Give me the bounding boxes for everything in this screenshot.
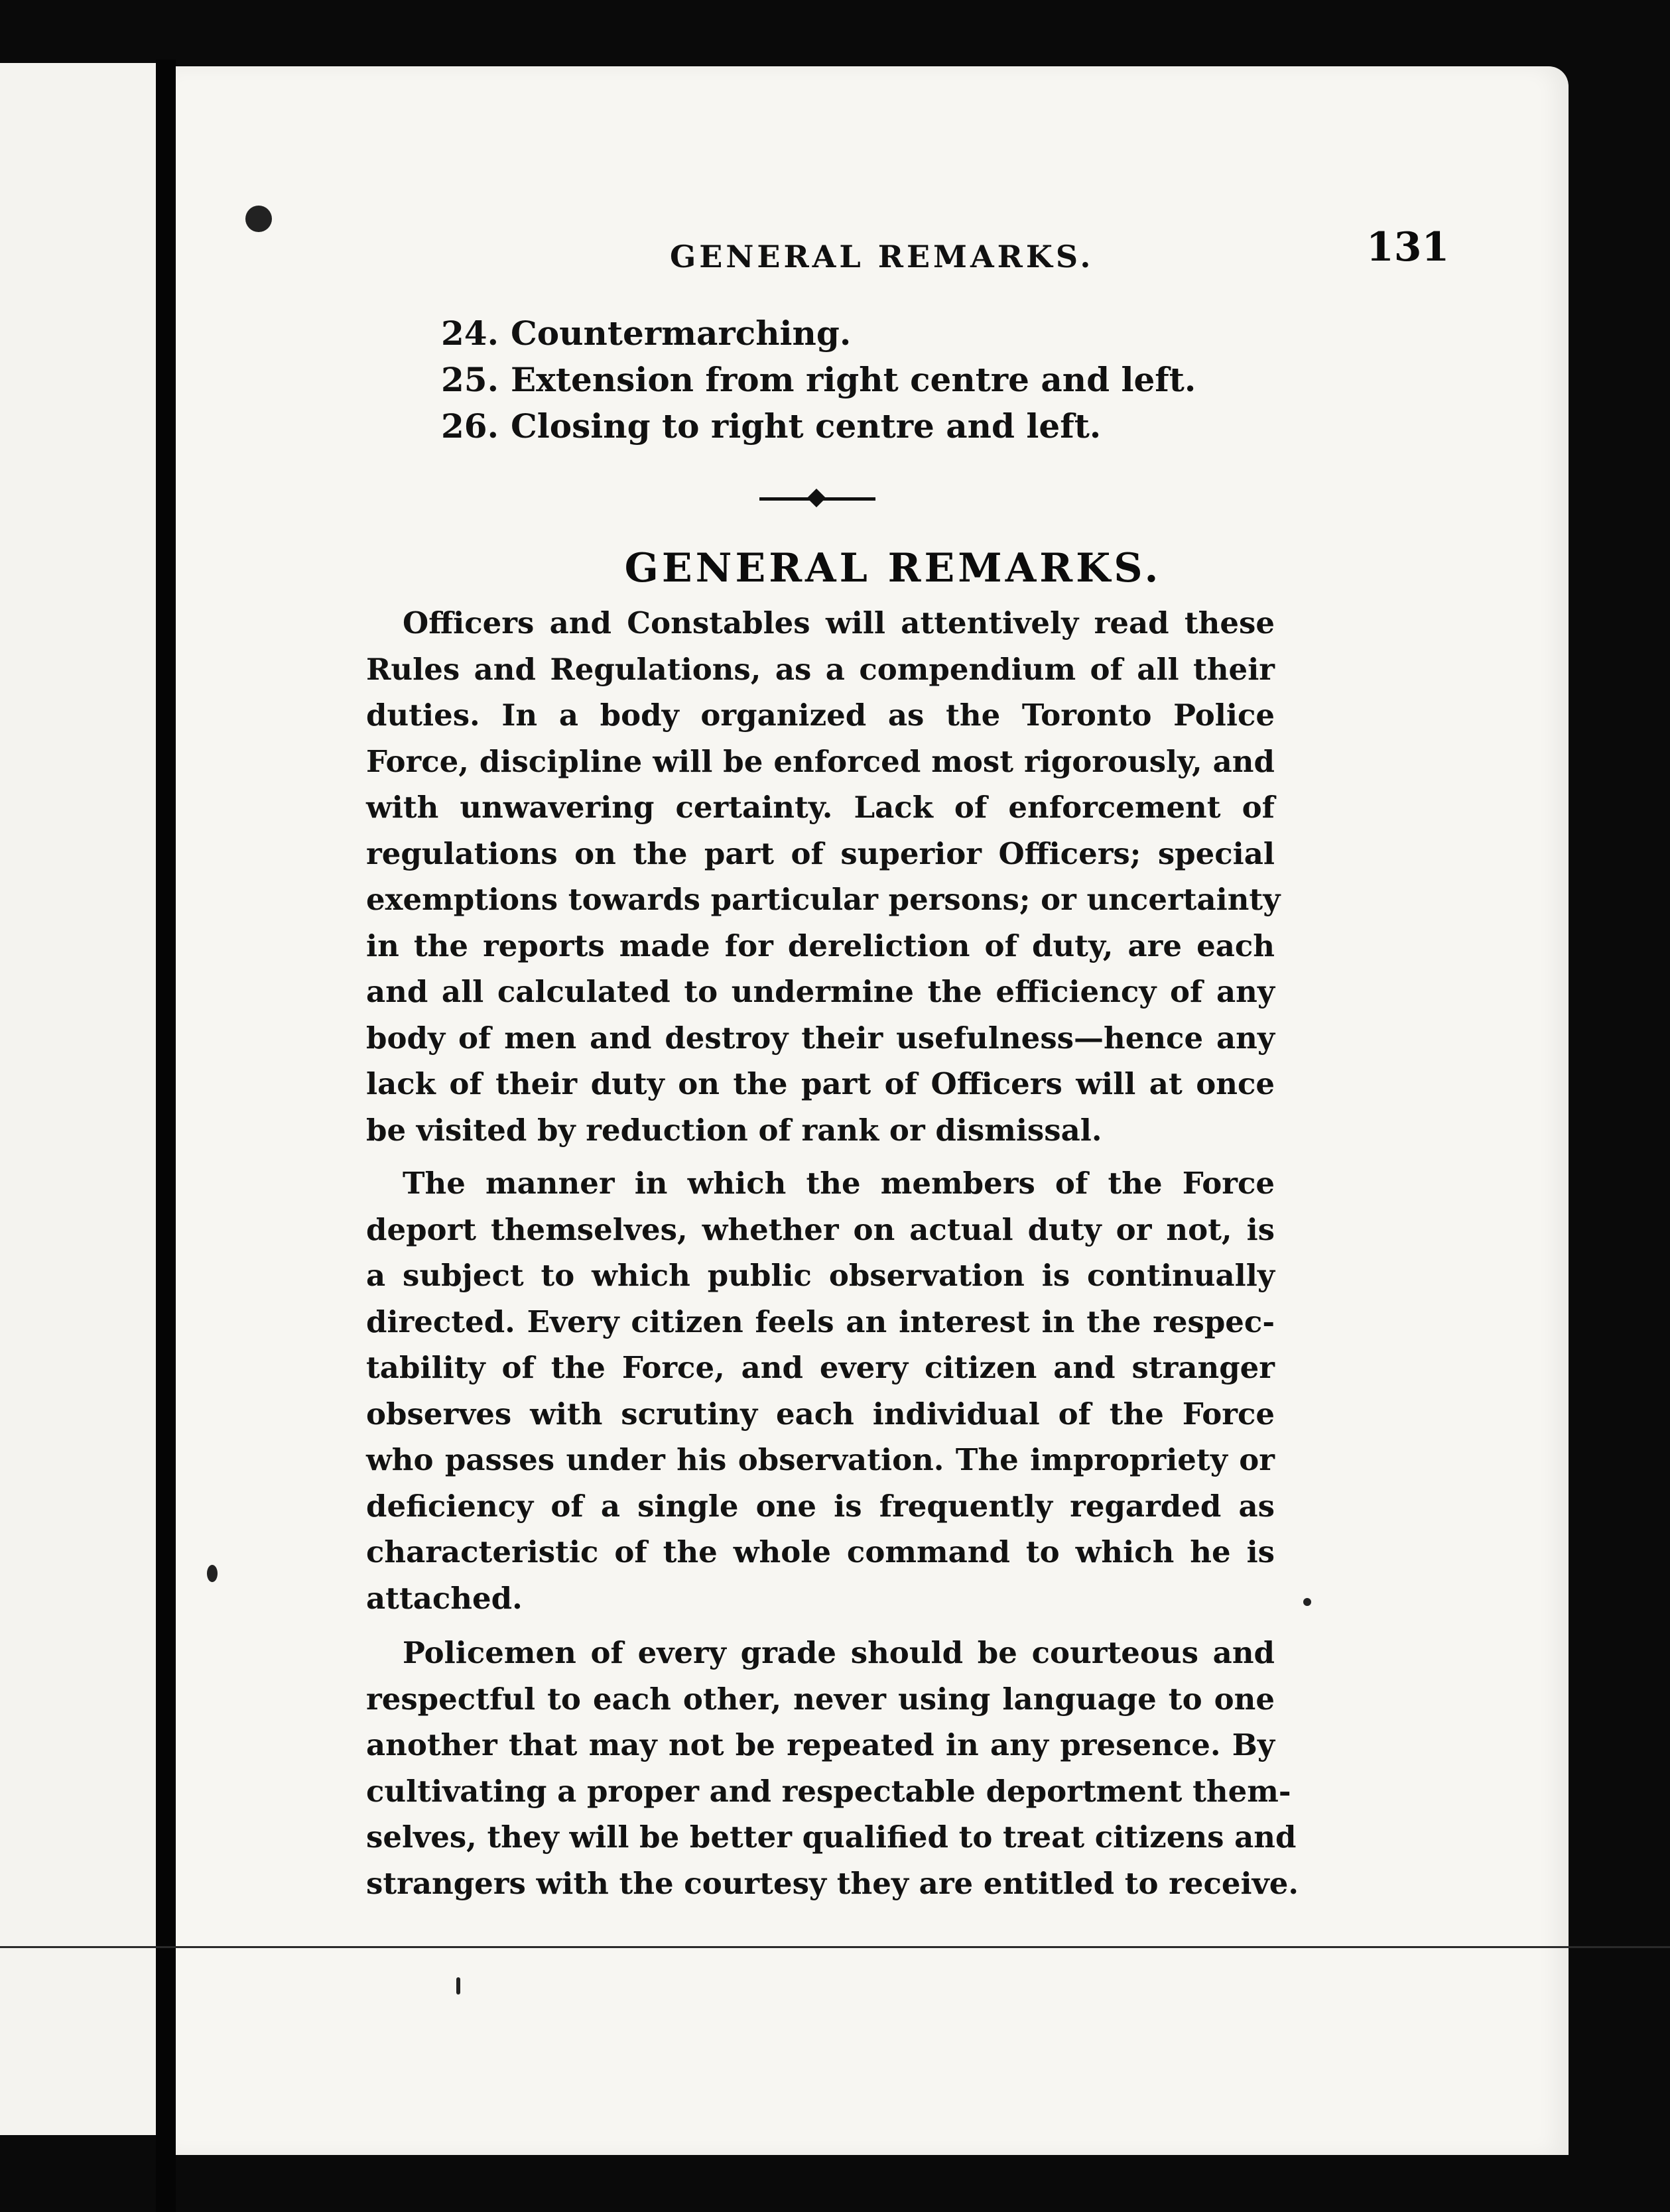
text-line: exemptions towards particular persons; or uncertainty (366, 882, 1281, 917)
text-line: with unwavering certainty. Lack of enforcement of (366, 790, 1275, 825)
text-line: be visited by reduction of rank or dismissal. (366, 1112, 1102, 1148)
list-item-number: 25. (441, 360, 499, 399)
text-line: deficiency of a single one is frequently regarded as (366, 1488, 1275, 1524)
text-line: regulations on the part of superior Officers; special (366, 835, 1275, 871)
list-item-number: 24. (441, 314, 499, 353)
text-line: directed. Every citizen feels an interest in the respec- (366, 1304, 1275, 1339)
scan-speck (245, 206, 272, 232)
section-divider-ornament (759, 491, 875, 507)
list-item (441, 403, 1196, 450)
text-line: lack of their duty on the part of Officers will at once (366, 1066, 1275, 1101)
text-line: The manner in which the members of the Force (403, 1166, 1275, 1201)
paragraph-2 (366, 1160, 1275, 1621)
running-head: GENERAL REMARKS. (670, 239, 1094, 275)
text-line: another that may not be repeated in any presence. By (366, 1727, 1275, 1762)
text-line: tability of the Force, and every citizen and stranger (366, 1350, 1275, 1385)
text-line: Policemen of every grade should be courteous and (403, 1635, 1275, 1670)
text-line: body of men and destroy their usefulness—hence any (366, 1020, 1275, 1056)
text-line: selves, they will be better qualified to treat citizens and (366, 1819, 1297, 1855)
text-line: a subject to which public observation is continually (366, 1258, 1275, 1293)
list-item-text: Countermarching. (511, 314, 852, 353)
page-number: 131 (1366, 224, 1450, 271)
text-line: Force, discipline will be enforced most rigorously, and (366, 743, 1275, 779)
text-line: attached. (366, 1580, 523, 1616)
text-line: in the reports made for dereliction of duty, are each (366, 928, 1275, 963)
list-item-text: Extension from right centre and left. (511, 360, 1196, 399)
text-line: strangers with the courtesy they are entitled to receive. (366, 1865, 1299, 1901)
scan-line (0, 1946, 1670, 1948)
text-line: and all calculated to undermine the efficiency of any (366, 974, 1275, 1009)
text-line: respectful to each other, never using language to one (366, 1681, 1275, 1717)
scan-speck (1303, 1598, 1311, 1606)
paragraph-3 (366, 1630, 1299, 1906)
drill-list (441, 310, 1196, 450)
list-item (441, 310, 1196, 357)
text-line: Rules and Regulations, as a compendium of all their (366, 651, 1275, 687)
text-line: deport themselves, whether on actual duty or not, is (366, 1211, 1275, 1247)
text-line: Officers and Constables will attentively read these (403, 605, 1275, 641)
text-line: characteristic of the whole command to which he is (366, 1534, 1275, 1569)
text-line: cultivating a proper and respectable deportment them- (366, 1773, 1291, 1809)
divider-diamond (807, 489, 826, 507)
paragraph-1 (366, 600, 1281, 1153)
facing-page-edge (0, 63, 156, 2135)
text-line: observes with scrutiny each individual of the Force (366, 1396, 1275, 1432)
book-gutter (156, 60, 176, 2212)
list-item-text: Closing to right centre and left. (511, 406, 1102, 446)
section-title: GENERAL REMARKS. (624, 545, 1162, 591)
text-line: who passes under his observation. The impropriety or (366, 1442, 1275, 1477)
scan-speck (207, 1565, 218, 1582)
list-item-number: 26. (441, 406, 499, 446)
list-item (441, 357, 1196, 403)
scan-speck (456, 1977, 460, 1995)
text-line: duties. In a body organized as the Toronto Police (366, 698, 1275, 733)
